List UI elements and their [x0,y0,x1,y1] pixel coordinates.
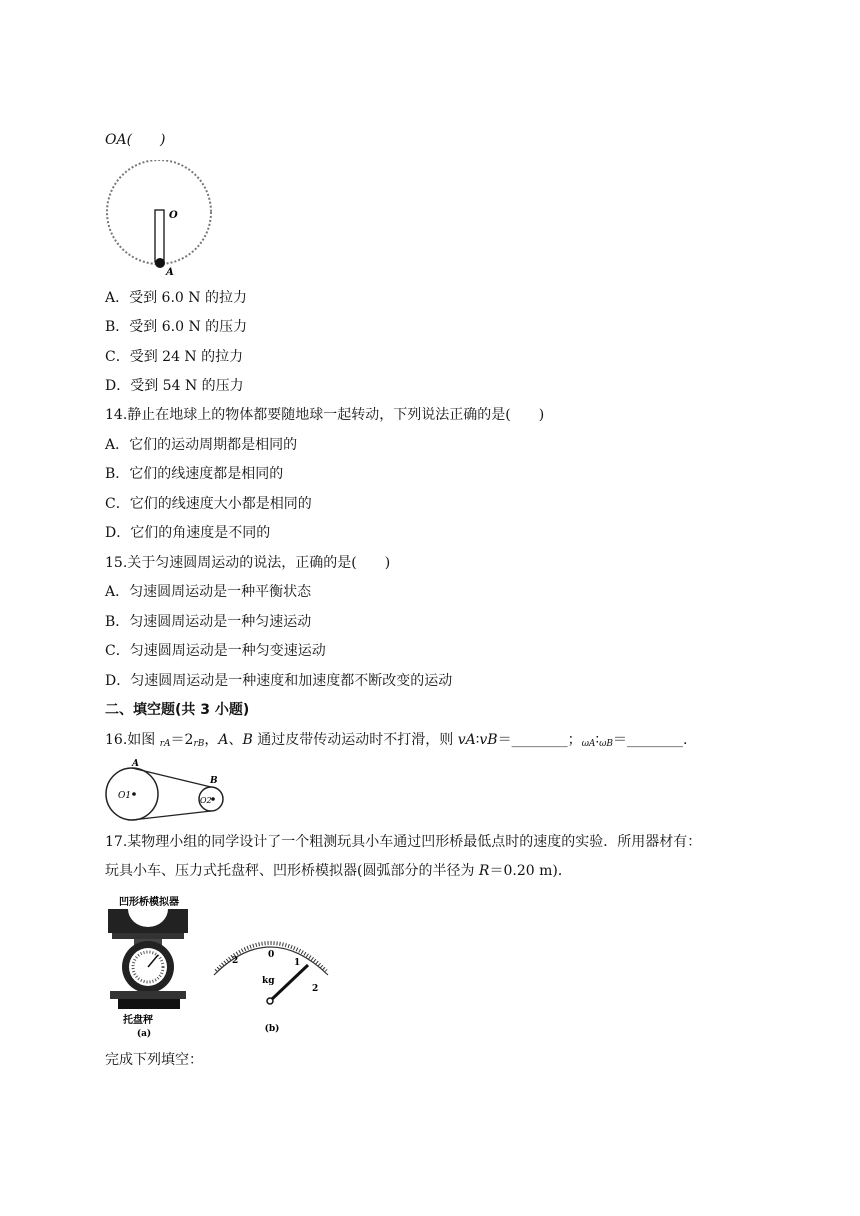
caption-a: (a) [136,1029,152,1039]
q14-option-b: B．它们的线速度都是相同的 [105,466,284,482]
label-o: O [169,210,178,221]
q13-option-c: C．受到 24 N 的拉力 [105,349,244,365]
label-o1: O1 [118,791,132,801]
q14-option-d: D．它们的角速度是不同的 [105,525,271,541]
q15-option-a: A．匀速圆周运动是一种平衡状态 [105,584,312,600]
q15-option-d: D．匀速圆周运动是一种速度和加速度都不断改变的运动 [105,673,453,689]
q14-stem: 14.静止在地球上的物体都要随地球一起转动，下列说法正确的是( ) [105,407,545,423]
q15-option-c: C．匀速圆周运动是一种匀变速运动 [105,643,326,659]
tray-scale-label: 托盘秤 [123,1015,153,1026]
label-o2: O2 [200,796,212,805]
q13-option-b: B．受到 6.0 N 的压力 [105,319,248,335]
unit-label-kg: kg [262,976,275,986]
q17-closing: 完成下列填空： [105,1052,203,1068]
label-b: B [210,776,218,786]
dial-pivot [267,998,273,1004]
q13-stem-tail: OA( ) [105,132,166,148]
section-heading-fill-in: 二、填空题(共 3 小题) [105,702,250,718]
q13-circle-figure [104,160,218,278]
scale-base [118,999,180,1009]
q13-option-a: A．受到 6.0 N 的拉力 [105,290,247,306]
tick-label-low: 2 [232,956,239,966]
large-pulley [106,768,158,820]
label-a: A [132,759,139,769]
q15-stem: 15.关于匀速圆周运动的说法，正确的是( ) [105,555,391,571]
q17-stem-line-2: 玩具小车、压力式托盘秤、凹形桥模拟器(圆弧部分的半径为 R＝0.20 m)． [105,863,572,879]
scale-lower-body [110,991,186,999]
ball-a [155,258,165,268]
tick-label-two: 2 [312,984,319,994]
tick-label-one: 1 [294,958,301,968]
q17-figure-a-scale [104,893,194,1041]
belt-top [132,768,211,787]
q15-option-b: B．匀速圆周运动是一种匀速运动 [105,614,312,630]
q17-stem-line-1: 17.某物理小组的同学设计了一个粗测玩具小车通过凹形桥最低点时的速度的实验．所用器材有： [105,834,702,850]
dial-pointer [270,965,308,1001]
q14-option-a: A．它们的运动周期都是相同的 [105,437,298,453]
q17-figure-b-dial [204,925,340,1041]
tick-label-zero: 0 [268,950,275,960]
center-o1 [132,792,136,796]
center-o2 [211,797,215,801]
q13-option-d: D．受到 54 N 的压力 [105,378,244,394]
q14-option-c: C．它们的线速度大小都是相同的 [105,496,312,512]
label-a: A [166,267,174,278]
concave-bridge-simulator [108,909,188,933]
light-rod [155,210,164,262]
bridge-simulator-label: 凹形桥模拟器 [119,897,179,908]
scale-tray [112,933,184,939]
caption-b: (b) [264,1024,280,1034]
q16-belt-pulley-figure [104,756,230,822]
belt-bottom [132,811,211,820]
q16-stem: 16.如图 $_{rA}=2_{rB}$，A、B 通过皮带传动运动时不打滑，则 vA∶vB＝________；$_{\omega A}∶_{\omega B}=\_\_\_\_\_\_\_\_$. [105,732,688,749]
